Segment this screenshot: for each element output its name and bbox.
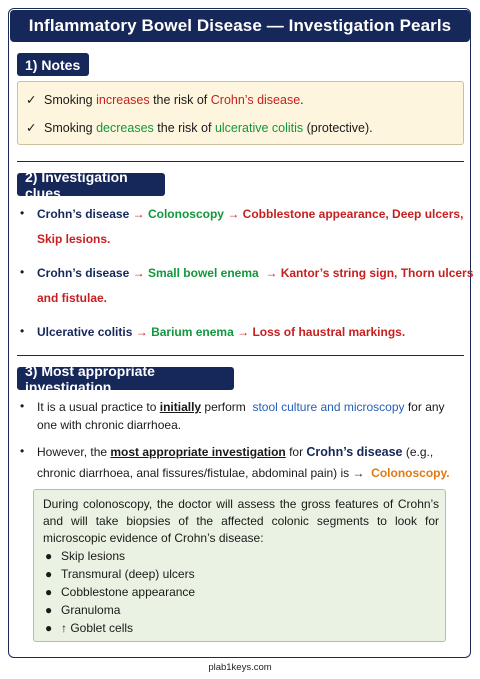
check-icon: ✓	[26, 93, 37, 107]
section-notes-heading-text: 1) Notes	[25, 56, 81, 73]
section-clues-heading-text: 2) Investigation clues	[25, 168, 128, 201]
note-text: .	[300, 93, 304, 107]
clue-findings-cont: Skip lesions.	[37, 232, 111, 246]
arrow-right-icon: →	[227, 207, 240, 221]
arrow-right-icon: →	[265, 266, 278, 280]
arrow-right-icon: →	[352, 466, 365, 480]
finding-item: ↑ Goblet cells	[61, 621, 134, 635]
bullet-icon: •	[20, 399, 25, 413]
bullet-icon: ●	[45, 603, 53, 617]
para-emphasis: most appropriate investigation	[110, 445, 286, 459]
clue-findings: Loss of haustral markings.	[252, 325, 406, 339]
clue-disease: Crohn’s disease	[37, 266, 130, 280]
arrow-right-icon: →	[132, 266, 145, 280]
para-text: (e.g.,	[402, 445, 434, 459]
clue-findings: Kantor’s string sign, Thorn ulcers	[280, 266, 474, 280]
note-text: Smoking	[44, 121, 97, 135]
section-notes-heading	[17, 53, 89, 76]
note-highlight: ulcerative colitis	[214, 121, 304, 135]
bullet-icon: ●	[45, 567, 53, 581]
note-text: Smoking	[44, 93, 97, 107]
para-emphasis: initially	[159, 400, 202, 414]
bullet-icon: •	[20, 265, 25, 279]
bullet-icon: ●	[45, 549, 53, 563]
notes-box	[17, 81, 464, 145]
para-text: for	[285, 445, 307, 459]
bullet-icon: •	[20, 206, 25, 220]
bullet-icon: ●	[45, 585, 53, 599]
finding-item: Transmural (deep) ulcers	[61, 567, 195, 581]
bullet-icon: •	[20, 444, 25, 458]
arrow-right-icon: →	[132, 207, 145, 221]
note-highlight: increases	[96, 93, 150, 107]
note-smoking-crohns	[26, 92, 304, 107]
para-text-cont: one with chronic diarrhoea.	[37, 418, 182, 432]
para-highlight: Colonoscopy.	[371, 466, 450, 480]
finding-item: Skip lesions	[61, 549, 126, 563]
note-highlight: decreases	[96, 121, 154, 135]
clue-disease: Ulcerative colitis	[37, 325, 133, 339]
colonoscopy-info-box	[33, 489, 446, 642]
section-clues-heading	[17, 168, 165, 201]
clue-findings: Cobblestone appearance, Deep ulcers,	[242, 207, 464, 221]
bullet-icon: ●	[45, 621, 53, 635]
section-appropriate-heading	[17, 362, 234, 395]
note-smoking-uc	[26, 120, 373, 135]
check-icon: ✓	[26, 121, 37, 135]
para-text: for any	[404, 400, 445, 414]
clue-test: Barium enema	[151, 325, 234, 339]
para-text: It is a usual practice to	[37, 400, 160, 414]
note-text: the risk of	[153, 121, 215, 135]
bullet-icon: •	[20, 324, 25, 338]
arrow-right-icon: →	[237, 325, 250, 339]
note-text: (protective).	[303, 121, 373, 135]
section-appropriate-heading-text: 3) Most appropriate investigation	[25, 362, 155, 395]
clue-test: Colonoscopy	[147, 207, 224, 221]
note-text: the risk of	[149, 93, 211, 107]
clue-findings-cont: and fistulae.	[37, 291, 108, 305]
page-title	[10, 10, 470, 42]
clue-disease: Crohn’s disease	[37, 207, 130, 221]
para-text: However, the	[37, 445, 111, 459]
colonoscopy-info-text: During colonoscopy, the doctor will assess the gross features of Crohn’s and will take biopsies of the affected colonic segments to look for microscopic evidence of Crohn’s disease:	[43, 497, 439, 545]
finding-item: Cobblestone appearance	[61, 585, 196, 599]
footer-site: plab1keys.com	[208, 662, 272, 673]
finding-item: Granuloma	[61, 603, 121, 617]
section-divider	[17, 355, 464, 356]
para-highlight: stool culture and microscopy	[252, 400, 405, 414]
arrow-right-icon: →	[135, 325, 148, 339]
clue-test: Small bowel enema	[147, 266, 259, 280]
note-highlight: Crohn’s disease	[210, 93, 301, 107]
section-divider	[17, 161, 464, 162]
para-text: perform	[201, 400, 250, 414]
para-highlight: Crohn’s disease	[306, 445, 403, 459]
para-text-cont: chronic diarrhoea, anal fissures/fistulae, abdominal pain) is	[37, 466, 353, 480]
page-title-text: Inflammatory Bowel Disease — Investigation Pearls	[28, 16, 452, 35]
